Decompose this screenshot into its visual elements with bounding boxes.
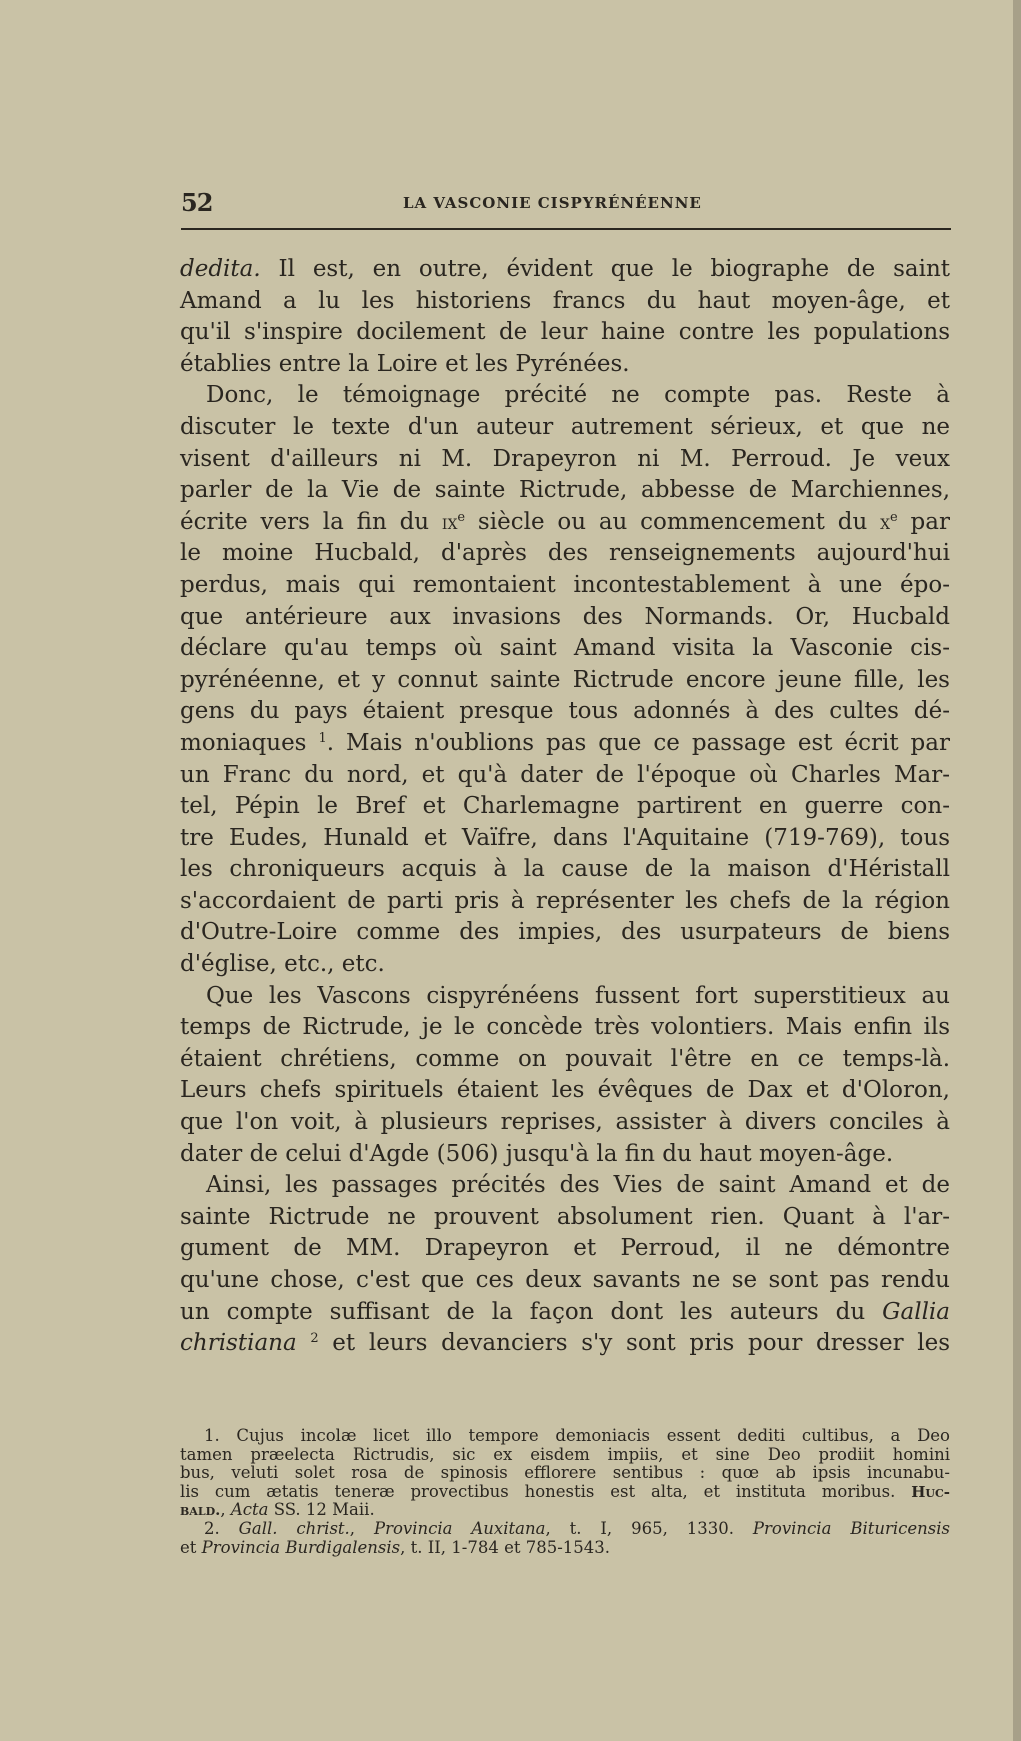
text-line: Donc, le témoignage précité ne compte pas. Reste à [206, 382, 950, 409]
text-line: qu'il s'inspire docilement de leur haine contre les populations [180, 319, 950, 346]
text-line: qu'une chose, c'est que ces deux savants ne se sont pas rendu [180, 1267, 950, 1293]
text-line: gument de MM. Drapeyron et Perroud, il ne démontre [180, 1235, 950, 1262]
text-line: tel, Pépin le Bref et Charlemagne partirent en guerre con- [180, 793, 950, 820]
text-line: parler de la Vie de sainte Rictrude, abbesse de Marchiennes, [180, 477, 950, 504]
footnote-line [180, 1501, 950, 1520]
author-name: Huc- [911, 1482, 950, 1501]
text-line: s'accordaient de parti pris à représenter les chefs de la région [180, 887, 950, 914]
text-line: visent d'ailleurs ni M. Drapeyron ni M. Perroud. Je veux [180, 445, 950, 472]
text-run: un compte suffisant de la façon dont les auteurs du [180, 1298, 883, 1325]
text-line: le moine Hucbald, d'après des renseignements aujourd'hui [180, 540, 950, 567]
author-name: bald. [180, 1501, 221, 1520]
text-line [180, 1297, 950, 1329]
footnote-line [180, 1520, 950, 1539]
text-line: Il est, en outre, évident que le biographe de saint [260, 256, 950, 282]
text-line [180, 1328, 950, 1360]
text-run: SS. 12 Maii. [268, 1500, 375, 1520]
italic-word: Acta [230, 1500, 269, 1520]
text-line: Amand a lu les historiens francs du haut moyen-âge, et [180, 287, 950, 314]
footnote-ref-1[interactable]: 1 [318, 730, 327, 746]
text-run: par [897, 508, 950, 535]
text-line: déclare qu'au temps où saint Amand visita la Vasconie cis- [180, 635, 950, 662]
text-run: écrite vers la fin du [180, 508, 442, 535]
text-run: siècle ou au commencement du [465, 508, 881, 535]
roman-numeral: x [880, 509, 891, 534]
superscript: e [890, 509, 898, 525]
text-line [180, 507, 950, 539]
footnote-line: tamen præelecta Rictrudis, sic ex eisdem impiis, et sine Deo prodiit homini [180, 1444, 950, 1464]
footnote-2 [180, 1520, 950, 1557]
text-run: , [349, 1518, 374, 1538]
text-run: moniaques [180, 729, 319, 756]
text-run: , [220, 1500, 231, 1520]
body-text [180, 254, 950, 1360]
italic-word: Gall. christ. [238, 1518, 350, 1538]
text-run: et [180, 1537, 202, 1557]
page-header [181, 188, 951, 218]
text-line: sainte Rictrude ne prouvent absolument rien. Quant à l'ar- [180, 1203, 950, 1230]
text-line: Que les Vascons cispyrénéens fussent fort superstitieux au [206, 982, 950, 1009]
text-line: un Franc du nord, et qu'à dater de l'époque où Charles Mar- [180, 761, 950, 788]
paragraph-2 [180, 380, 950, 980]
footnote-line: 1. Cujus incolæ licet illo tempore demoniacis essent dediti cultibus, a Deo [204, 1426, 950, 1445]
text-line: gens du pays étaient presque tous adonnés à des cultes dé- [180, 698, 950, 725]
text-line: établies entre la Loire et les Pyrénées. [180, 350, 630, 377]
text-line: perdus, mais qui remontaient incontestablement à une épo- [180, 571, 950, 598]
text-line: pyrénéenne, et y connut sainte Rictrude encore jeune fille, les [180, 666, 950, 693]
italic-word: Provincia Auxitana [373, 1518, 546, 1538]
footnote-line: bus, veluti solet rosa de spinosis efflorere sentibus : quœ ab ipsis incunabu- [180, 1463, 950, 1483]
page-edge [1013, 0, 1021, 1741]
text-line: que antérieure aux invasions des Normands. Or, Hucbald [180, 603, 950, 630]
page-number: 52 [181, 188, 213, 217]
text-run: et leurs devanciers s'y sont pris pour dresser les [318, 1330, 950, 1357]
paragraph-1 [180, 254, 950, 380]
paragraph-4 [180, 1170, 950, 1360]
footnote-line [180, 1539, 950, 1558]
text-line: Leurs chefs spirituels étaient les évêques de Dax et d'Oloron, [180, 1077, 950, 1104]
text-run: , t. I, 965, 1330. [545, 1518, 753, 1538]
text-run: lis cum ætatis teneræ provectibus honestis est alta, et instituta moribus. [180, 1481, 912, 1501]
text-line: les chroniqueurs acquis à la cause de la maison d'Héristall [180, 856, 950, 883]
text-line: d'église, etc., etc. [180, 951, 385, 978]
text-run: . Mais n'oublions pas que ce passage est écrit par [326, 729, 950, 756]
text-line: d'Outre-Loire comme des impies, des usurpateurs de biens [180, 919, 950, 946]
italic-word: christiana [180, 1330, 297, 1357]
paragraph-3 [180, 981, 950, 1171]
footnote-line [180, 1483, 950, 1502]
footnote-1 [180, 1427, 950, 1520]
text-run: , t. II, 1-784 et 785-1543. [400, 1537, 611, 1557]
superscript: e [457, 509, 466, 525]
text-run: 2. [204, 1518, 239, 1538]
footnotes [180, 1427, 950, 1557]
italic-word: Provincia Bituricensis [752, 1518, 950, 1538]
italic-word: dedita. [180, 256, 261, 282]
italic-word: Provincia Burdigalensis [201, 1537, 401, 1557]
running-title: LA VASCONIE CISPYRÉNÉENNE [403, 194, 702, 212]
footnote-ref-2[interactable]: 2 [310, 1331, 319, 1347]
text-line: étaient chrétiens, comme on pouvait l'être en ce temps-là. [180, 1045, 950, 1072]
text-line: temps de Rictrude, je le concède très volontiers. Mais enfin ils [180, 1014, 950, 1041]
header-rule [181, 228, 951, 230]
text-line: dater de celui d'Agde (506) jusqu'à la fin du haut moyen-âge. [180, 1140, 894, 1167]
text-line: discuter le texte d'un auteur autrement sérieux, et que ne [180, 413, 950, 440]
text-line: tre Eudes, Hunald et Vaïfre, dans l'Aquitaine (719-769), tous [180, 824, 950, 851]
roman-numeral: ix [441, 509, 458, 534]
text-line [180, 728, 950, 760]
italic-word: Gallia [882, 1298, 950, 1325]
text-line: que l'on voit, à plusieurs reprises, assister à divers conciles à [180, 1109, 950, 1136]
text-line: Ainsi, les passages précités des Vies de saint Amand et de [206, 1172, 950, 1199]
